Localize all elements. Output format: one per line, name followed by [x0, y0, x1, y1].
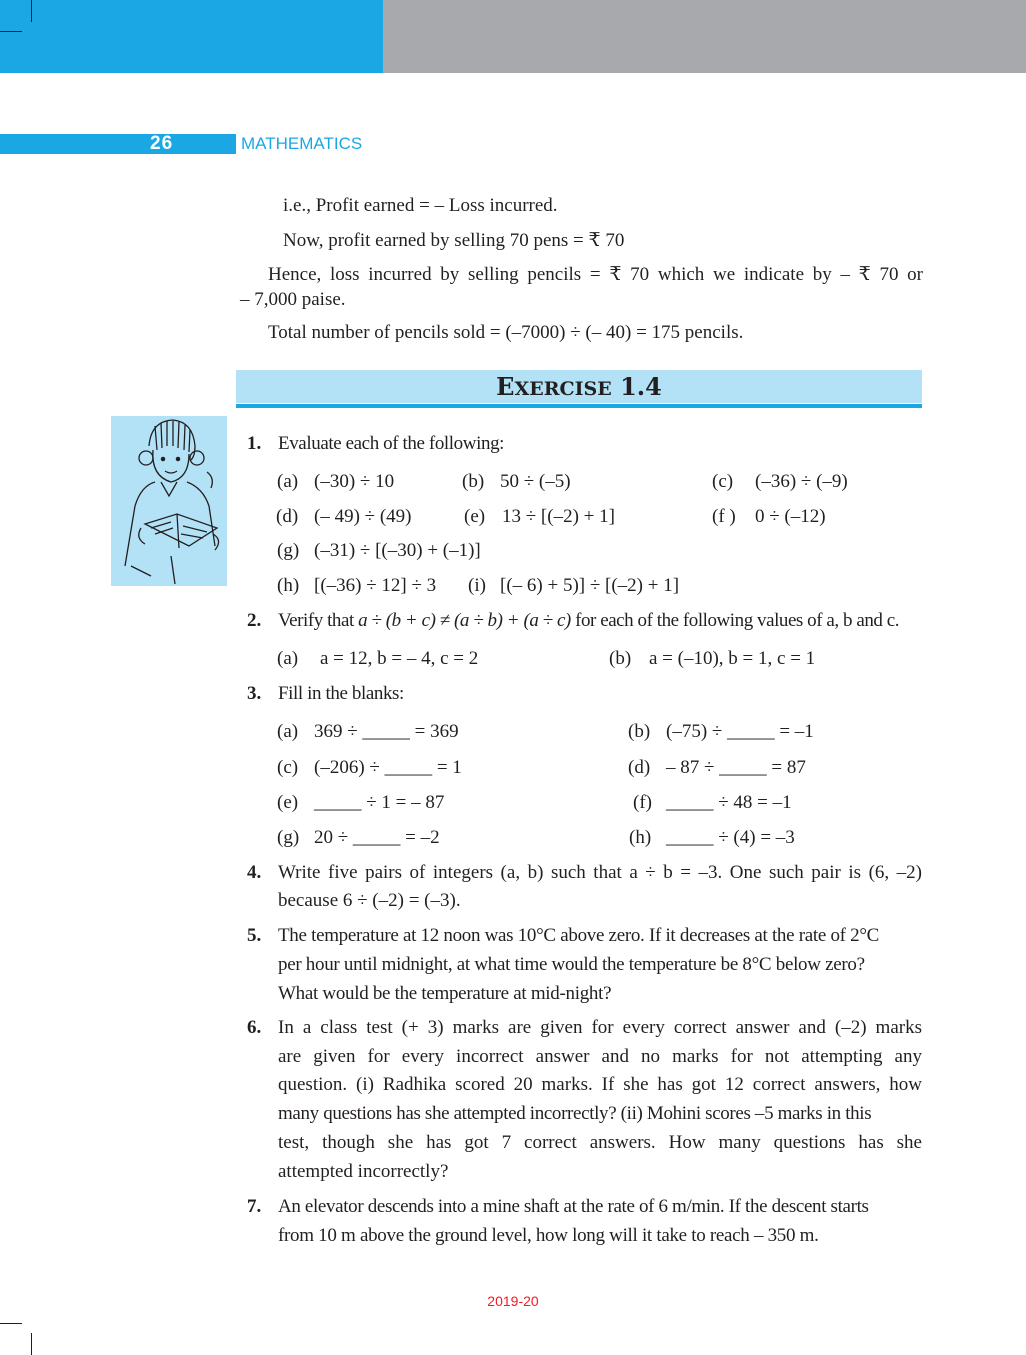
intro-line-3a: Hence, loss incurred by selling pencils = ₹ 70 which we indicate by – ₹ 70 or [268, 264, 923, 285]
q1-label-b: (b) [462, 471, 485, 492]
intro-line-1: i.e., Profit earned = – Loss incurred. [283, 195, 558, 216]
question-7-number: 7. [247, 1196, 262, 1217]
question-6-line-5: test, though she has got 7 correct answers. How many questions has she [278, 1132, 922, 1153]
question-7-line-1: An elevator descends into a mine shaft at the rate of 6 m/min. If the descent starts [278, 1196, 869, 1217]
subject-title: MATHEMATICS [241, 134, 363, 153]
q3-expr-f: _____ ÷ 48 = –1 [666, 792, 792, 813]
intro-line-3b: – 7,000 paise. [240, 289, 346, 310]
header-gray-bar [383, 0, 1026, 73]
q1-expr-f: 0 ÷ (–12) [755, 506, 826, 527]
q1-expr-i: [(– 6) + 5)] ÷ [(–2) + 1] [500, 575, 680, 596]
girl-reading-book-icon [111, 416, 227, 586]
q3-label-g: (g) [277, 827, 300, 848]
q1-label-g: (g) [277, 540, 300, 561]
question-6-line-2: are given for every incorrect answer and no marks for not attempting any [278, 1046, 922, 1067]
crop-mark [0, 31, 22, 32]
q1-label-c: (c) [712, 471, 734, 492]
q1-label-e: (e) [464, 506, 486, 527]
page-number-bar [0, 134, 236, 154]
exercise-rule [236, 404, 922, 408]
intro-line-2: Now, profit earned by selling 70 pens = ₹ 70 [283, 230, 625, 251]
question-2-number: 2. [247, 610, 262, 631]
q3-label-f: (f) [633, 792, 652, 813]
question-5-line-1: The temperature at 12 noon was 10°C above zero. If it decreases at the rate of 2°C [278, 925, 879, 946]
question-4-number: 4. [247, 862, 262, 883]
question-3-number: 3. [247, 683, 262, 704]
q3-label-d: (d) [628, 757, 651, 778]
q3-label-b: (b) [628, 721, 651, 742]
q1-expr-g: (–31) ÷ [(–30) + (–1)] [314, 540, 481, 561]
q2-label-a: (a) [277, 648, 299, 669]
q2-label-b: (b) [609, 648, 632, 669]
q3-label-h: (h) [629, 827, 652, 848]
question-5-number: 5. [247, 925, 262, 946]
q1-expr-a: (–30) ÷ 10 [314, 471, 395, 492]
q3-expr-c: (–206) ÷ _____ = 1 [314, 757, 462, 778]
q1-label-f: (f ) [712, 506, 736, 527]
q3-expr-e: _____ ÷ 1 = – 87 [314, 792, 445, 813]
q1-expr-e: 13 ÷ [(–2) + 1] [502, 506, 615, 527]
crop-mark [0, 1323, 22, 1324]
q1-expr-b: 50 ÷ (–5) [500, 471, 571, 492]
question-3-text: Fill in the blanks: [278, 683, 404, 704]
question-4-line-2: because 6 ÷ (–2) = (–3). [278, 890, 461, 911]
q1-expr-c: (–36) ÷ (–9) [755, 471, 848, 492]
question-7-line-2: from 10 m above the ground level, how long will it take to reach – 350 m. [278, 1225, 819, 1246]
q2-expr-a: a = 12, b = – 4, c = 2 [320, 648, 479, 669]
crop-mark [31, 0, 32, 22]
question-1-number: 1. [247, 433, 262, 454]
question-4-line-1: Write five pairs of integers (a, b) such that a ÷ b = –3. One such pair is (6, –2) [278, 862, 922, 883]
q3-label-a: (a) [277, 721, 299, 742]
question-6-line-4: many questions has she attempted incorrectly? (ii) Mohini scores –5 marks in this [278, 1103, 872, 1124]
q3-expr-d: – 87 ÷ _____ = 87 [666, 757, 806, 778]
q1-expr-h: [(–36) ÷ 12] ÷ 3 [314, 575, 437, 596]
q3-expr-b: (–75) ÷ _____ = –1 [666, 721, 814, 742]
q2-expr-b: a = (–10), b = 1, c = 1 [649, 648, 816, 669]
q3-expr-a: 369 ÷ _____ = 369 [314, 721, 459, 742]
intro-line-4: Total number of pencils sold = (–7000) ÷ (– 40) = 175 pencils. [268, 322, 744, 343]
q1-label-d: (d) [276, 506, 299, 527]
page-number: 26 [150, 133, 174, 154]
question-6-line-3: question. (i) Radhika scored 20 marks. If she has got 12 correct answers, how [278, 1074, 922, 1095]
q1-label-i: (i) [468, 575, 486, 596]
q1-label-a: (a) [277, 471, 299, 492]
q3-label-e: (e) [277, 792, 299, 813]
q3-expr-g: 20 ÷ _____ = –2 [314, 827, 440, 848]
question-6-number: 6. [247, 1017, 262, 1038]
q1-label-h: (h) [277, 575, 300, 596]
q3-label-c: (c) [277, 757, 299, 778]
question-6-line-6: attempted incorrectly? [278, 1161, 449, 1182]
footer-year: 2019-20 [487, 1293, 539, 1309]
question-1-text: Evaluate each of the following: [278, 433, 505, 454]
exercise-title: EXERCISE 1.4 [496, 372, 662, 401]
question-2-text: Verify that a ÷ (b + c) ≠ (a ÷ b) + (a ÷ c) for each of the following values of a, b and c. [278, 610, 900, 631]
question-5-line-3: What would be the temperature at mid-night? [278, 983, 612, 1004]
header-blue-bar [0, 0, 383, 73]
q3-expr-h: _____ ÷ (4) = –3 [666, 827, 795, 848]
question-5-line-2: per hour until midnight, at what time would the temperature be 8°C below zero? [278, 954, 865, 975]
q1-expr-d: (– 49) ÷ (49) [314, 506, 412, 527]
crop-mark [31, 1333, 32, 1355]
question-6-line-1: In a class test (+ 3) marks are given for every correct answer and (–2) marks [278, 1017, 922, 1038]
